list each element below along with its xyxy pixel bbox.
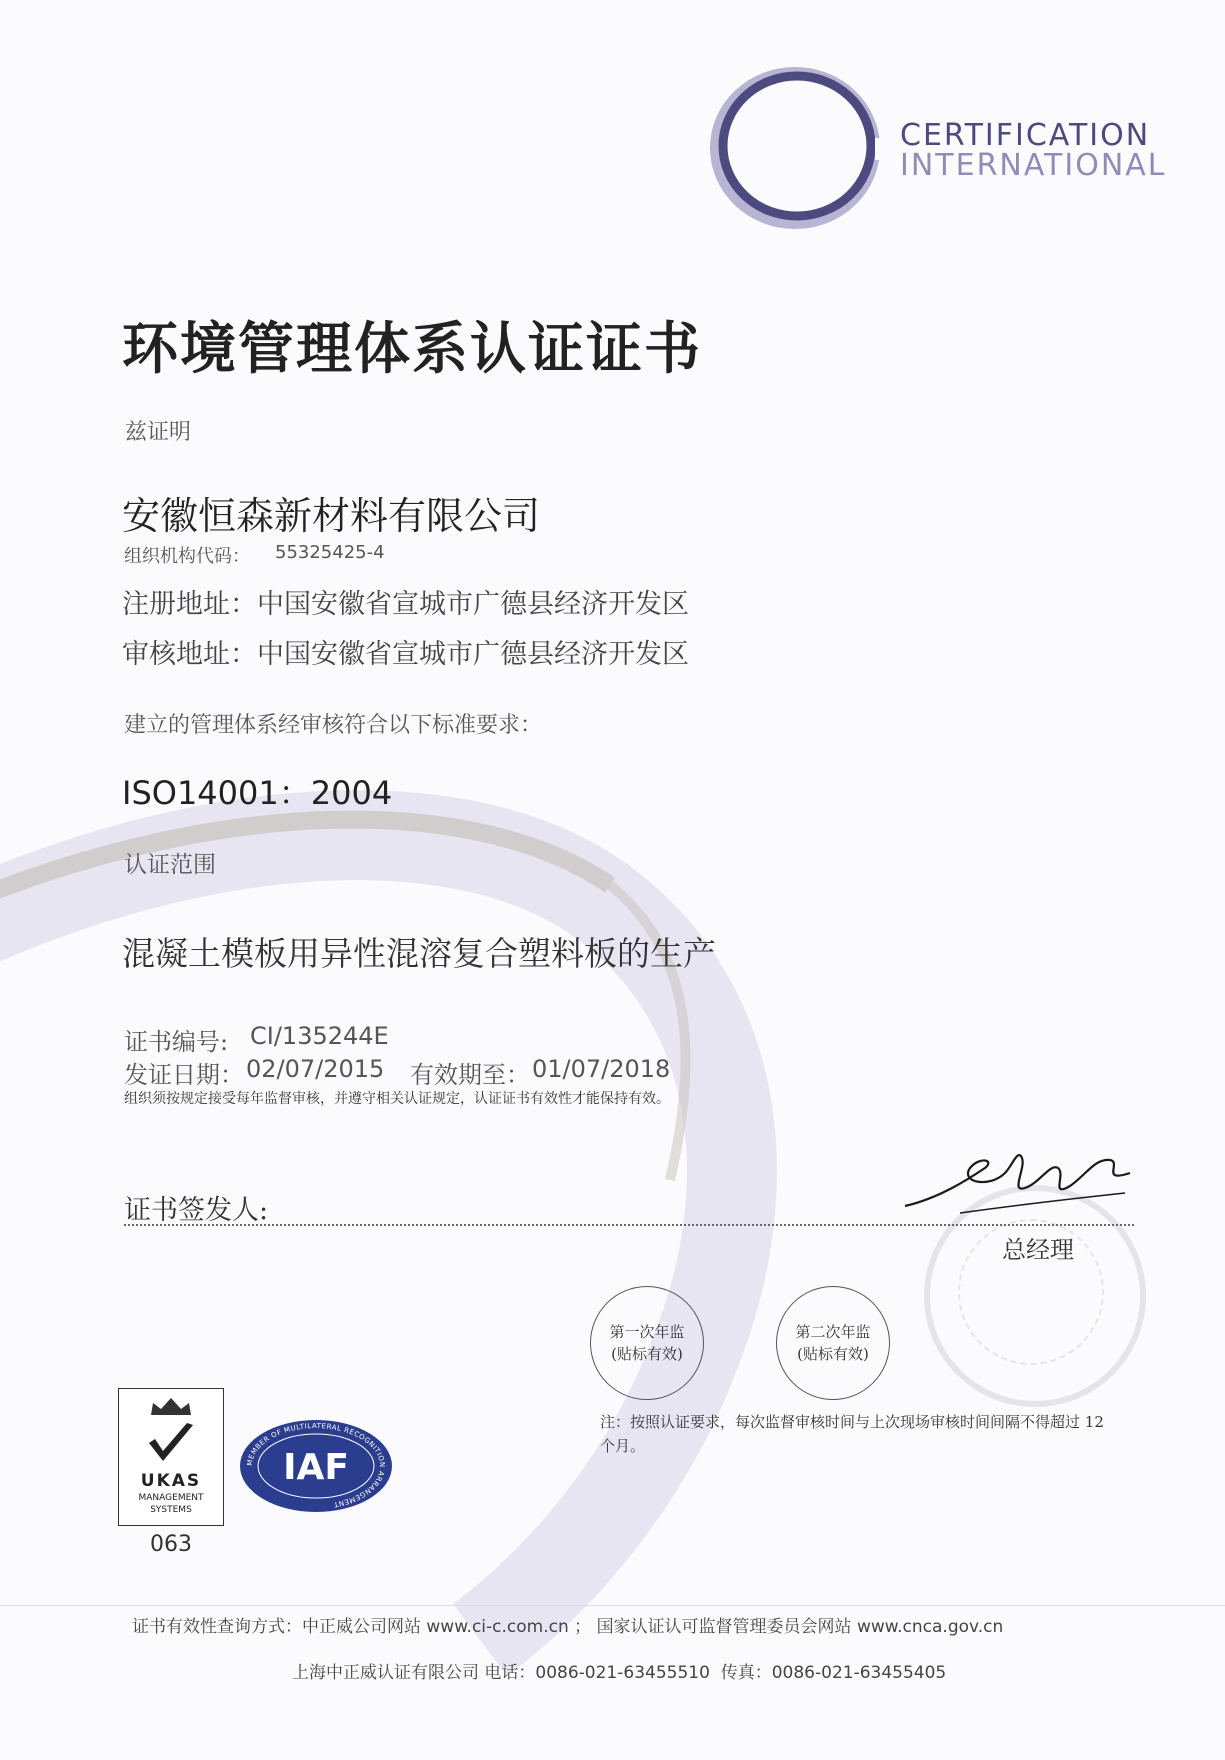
footer-site-ci-c[interactable]: www.ci-c.com.cn [426,1617,569,1637]
certificate-title: 环境管理体系认证证书 [122,316,702,382]
iaf-ring-text: MEMBER OF MULTILATERAL RECOGNITION ARRANGEMENT [245,1421,387,1509]
registered-address-value: 中国安徽省宣城市广德县经济开发区 [257,589,689,620]
ukas-logo [118,1388,224,1526]
ukas-systems: SYSTEMS [150,1505,192,1515]
standard-intro: 建立的管理体系经审核符合以下标准要求： [124,713,543,738]
cert-number-label: 证书编号: [124,1028,229,1056]
checkmark-icon [147,1421,195,1465]
registered-address-row [122,582,689,621]
surveillance-note: 注：按照认证要求，每次监督审核时间与上次现场审核时间间隔不得超过 12 个月。 [600,1413,1104,1455]
certification-international-logo-ring [700,58,900,238]
crown-icon [147,1395,195,1417]
footer-fax: 0086-021-63455405 [771,1663,947,1683]
validity-notice: 组织须按规定接受每年监督审核，并遵守相关认证规定，认证证书有效性才能保持有效。 [124,1091,670,1107]
iaf-name: IAF [283,1447,349,1488]
footer-divider [0,1605,1225,1606]
footer-query-line [132,1612,1003,1637]
second-annual-surveillance-circle [776,1286,890,1400]
issue-date-value: 02/07/2015 [246,1055,385,1083]
footer-cnca-label: 国家认证认可监督管理委员会网站 [596,1617,852,1637]
audit-address-value: 中国安徽省宣城市广德县经济开发区 [257,639,689,670]
standard-value: ISO14001：2004 [122,774,393,812]
second-surveillance-title: 第二次年监 [795,1323,871,1341]
footer-separator: ； [574,1617,592,1637]
scope-value: 混凝土模板用异性混溶复合塑料板的生产 [122,934,716,973]
ukas-management: MANAGEMENT [138,1493,204,1503]
audit-address-label: 审核地址： [122,639,257,670]
first-annual-surveillance-circle [590,1286,704,1400]
ukas-number: 063 [150,1532,192,1557]
expiry-date-label: 有效期至： [410,1061,530,1089]
logo-text-certification: CERTIFICATION [900,118,1151,153]
scope-label: 认证范围 [124,852,216,878]
iaf-logo [238,1418,394,1514]
org-code-value: 55325425-4 [275,542,385,563]
footer-tel-label: 电话： [484,1663,536,1683]
signature-handwriting [900,1138,1140,1228]
expiry-date-value: 01/07/2018 [532,1055,671,1083]
first-surveillance-note: (贴标有效) [611,1345,683,1363]
footer-contact-line [292,1658,946,1683]
footer-site-cnca[interactable]: www.cnca.gov.cn [856,1617,1004,1637]
second-surveillance-note: (贴标有效) [797,1345,869,1363]
first-surveillance-title: 第一次年监 [609,1323,685,1341]
company-name: 安徽恒森新材料有限公司 [122,494,541,538]
registered-address-label: 注册地址： [122,589,257,620]
issuer-label: 证书签发人: [124,1195,269,1226]
logo-text-international: INTERNATIONAL [900,148,1167,183]
cert-number-value: CI/135244E [250,1022,389,1050]
footer-fax-label: 传真： [720,1663,772,1683]
footer-query-label: 证书有效性查询方式：中正威公司网站 [132,1617,421,1637]
footer-tel: 0086-021-63455510 [535,1663,710,1683]
audit-address-row [122,632,689,671]
issue-date-label: 发证日期： [124,1061,244,1089]
footer-company: 上海中正威认证有限公司 [292,1663,479,1683]
intro-text: 兹证明 [125,420,192,445]
ukas-name: UKAS [140,1471,202,1491]
org-code-label: 组织机构代码： [124,546,250,567]
general-manager-label: 总经理 [1002,1236,1074,1264]
